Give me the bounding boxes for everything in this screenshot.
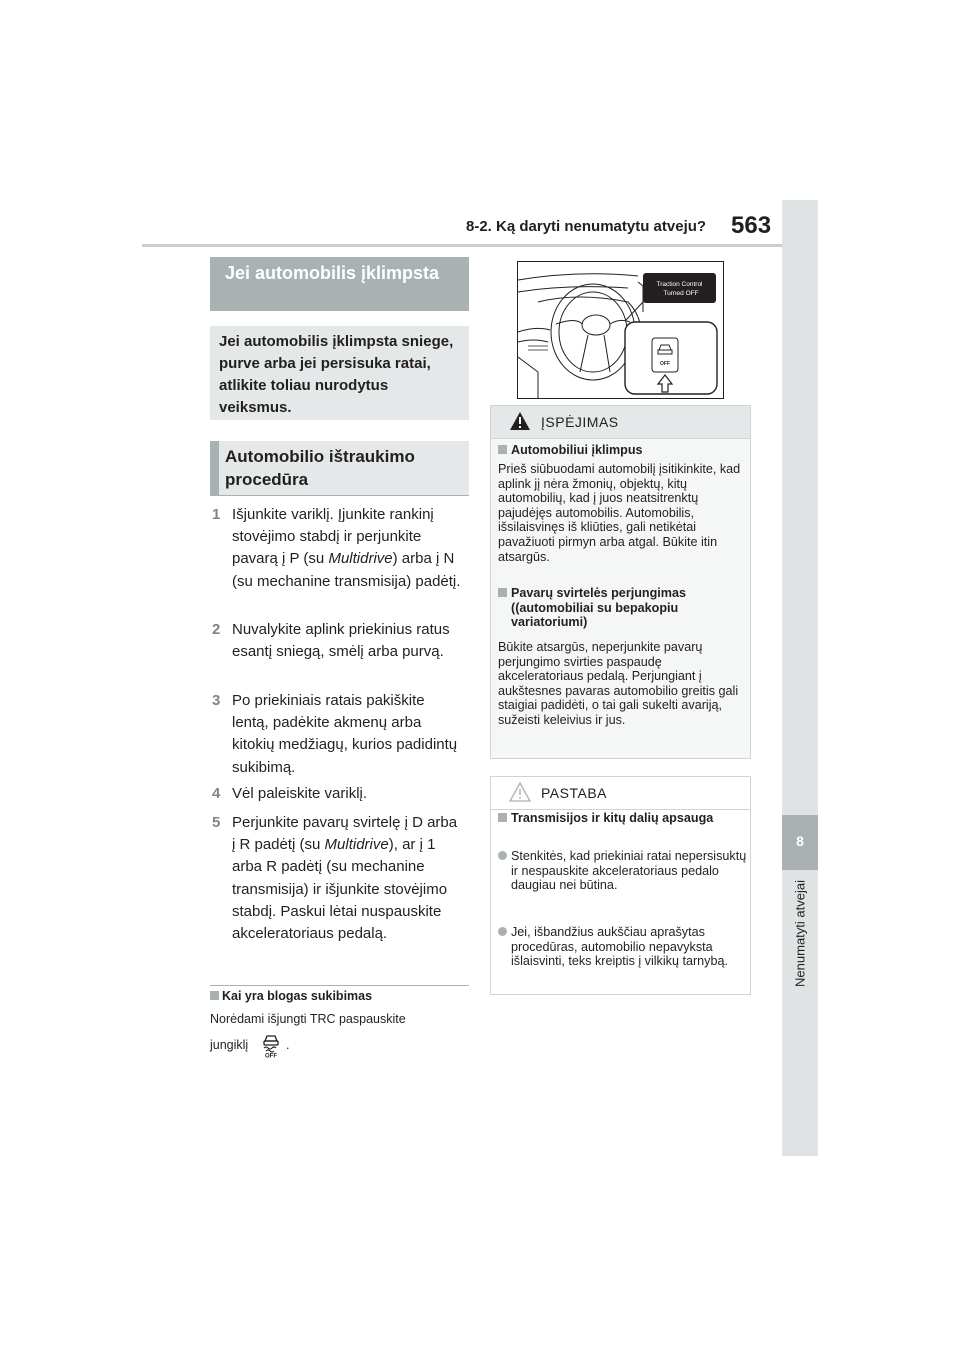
warning-triangle-icon <box>509 411 531 431</box>
note-box <box>490 776 751 995</box>
running-header: 8-2. Ką daryti nenumatytu atveju? <box>466 218 707 235</box>
round-bullet-icon <box>498 851 507 860</box>
warning-subheading-text: Pavarų svirtelės perjungimas ((automobiliai su bepakopiu variatoriumi) <box>511 586 686 630</box>
note-subheading-text: Transmisijos ir kitų dalių apsauga <box>511 811 714 825</box>
step-number: 3 <box>212 692 221 709</box>
screen-line-1: Traction Control <box>656 281 703 288</box>
traction-line-1: Norėdami išjungti TRC paspauskite <box>210 1012 406 1026</box>
warning-heading: ĮSPĖJIMAS <box>541 414 619 430</box>
trc-off-icon <box>261 1032 281 1058</box>
caution-outline-icon <box>509 782 531 802</box>
traction-line-2-end: . <box>286 1038 290 1052</box>
step-text: Vėl paleiskite variklį. <box>232 785 368 802</box>
step-text-part: ) arba į N (su mechanine transmisija) padėtį. <box>232 550 461 590</box>
step-text-part: ), ar į 1 arba R padėtį (su mechanine transmisija) ir išjunkite stovėjimo stabdį. Paskui lėtai nuspauskite akceleratoriaus pedalą. <box>232 836 448 943</box>
warning-body: Prieš siūbuodami automobilį įsitikinkite, kad aplink jį nėra žmonių, objektų, kitų automobilių, kad į juos neatsitrenktų pajudėjęs automobilis. Automobilis, išsilaisvinęs iš kliūties, gali netikėtai pavažiuoti pirmyn arba atgal. Būkite itin atsargūs. <box>498 462 741 564</box>
intro-text: Jei automobilis įklimpsta sniege, purve arba jei persisuka ratai, atlikite toliau nurodytus veiksmus. <box>219 333 454 416</box>
warning-subheading <box>498 586 756 630</box>
note-header <box>491 777 750 810</box>
section-title: Jei automobilis įklimpsta <box>225 263 440 283</box>
step-item <box>212 812 462 945</box>
step-number: 2 <box>212 621 221 638</box>
square-bullet-icon <box>498 445 507 454</box>
step-text-italic: Multidrive <box>328 550 393 568</box>
button-off-label: OFF <box>660 361 670 367</box>
step-item <box>212 690 462 779</box>
warning-box <box>490 405 751 759</box>
warning-body: Būkite atsargūs, neperjunkite pavarų perjungimo svirties paspaudę akceleratoriaus pedalą. Perjungiant į aukštesnes pavaras automobilio greitis gali staigiai padidėti, o tai gali sukelti avariją, sužeisti keleivius ir jus. <box>498 640 739 727</box>
warning-subheading-text: Automobiliui įklimpus <box>511 443 643 457</box>
step-text-italic: Multidrive <box>324 836 389 854</box>
note-rule <box>210 985 469 986</box>
side-chapter-label: Nenumatyti atvejai <box>792 880 808 987</box>
step-text-part: Perjunkite pavarų svirtelę į D arba į R padėtį (su <box>232 814 458 854</box>
step-text <box>232 812 462 945</box>
step-number: 4 <box>212 785 221 802</box>
note-bullet-item <box>498 849 756 893</box>
step-text <box>232 504 462 593</box>
procedure-rule <box>210 495 469 496</box>
step-item <box>212 619 462 663</box>
dashboard-illustration <box>517 261 724 399</box>
square-bullet-icon <box>210 991 219 1000</box>
note-subheading <box>498 811 756 826</box>
note-bullet-item <box>498 925 756 969</box>
step-text: Nuvalykite aplink priekinius ratus esantį sniegą, smėlį arba purvą. <box>232 621 450 661</box>
side-chapter-label-wrap <box>782 880 818 1120</box>
traction-line-2: jungiklį <box>210 1038 249 1052</box>
side-chapter-number: 8 <box>796 833 804 849</box>
note-heading: PASTABA <box>541 785 608 801</box>
square-bullet-icon <box>498 588 507 597</box>
step-item <box>212 504 462 593</box>
traction-heading-text: Kai yra blogas sukibimas <box>222 989 373 1003</box>
procedure-title: Automobilio ištraukimo procedūra <box>225 447 415 489</box>
procedure-heading <box>210 441 469 495</box>
step-number: 1 <box>212 506 221 523</box>
traction-heading <box>210 989 372 1003</box>
round-bullet-icon <box>498 927 507 936</box>
note-bullet-text: Jei, išbandžius aukščiau aprašytas procedūras, automobilio nepavyksta išlaisvinti, teks kreiptis į vilkikų tarnybą. <box>511 925 728 969</box>
step-text: Po priekiniais ratais pakiškite lentą, padėkite akmenų arba kitokių medžiagų, kurios padidintų sukibimą. <box>232 692 458 776</box>
header-rule <box>142 244 784 247</box>
step-text-part: Išjunkite variklį. Įjunkite rankinį stovėjimo stabdį ir perjunkite pavarą į P (su <box>232 506 434 568</box>
square-bullet-icon <box>498 813 507 822</box>
note-bullet-text: Stenkitės, kad priekiniai ratai nepersisuktų ir nespauskite akceleratoriaus pedalo daugiau nei būtina. <box>511 849 747 893</box>
procedure-heading-bar <box>210 441 219 495</box>
intro-box <box>210 326 469 420</box>
step-number: 5 <box>212 814 221 831</box>
trc-off-label: OFF <box>265 1053 277 1058</box>
step-item <box>212 783 462 805</box>
section-title-bar <box>210 257 469 311</box>
dashboard-drawing <box>518 262 723 398</box>
warning-subheading <box>498 443 743 458</box>
page-number: 563 <box>731 212 772 239</box>
screen-line-2: Turned OFF <box>663 290 699 297</box>
warning-header <box>491 406 750 439</box>
